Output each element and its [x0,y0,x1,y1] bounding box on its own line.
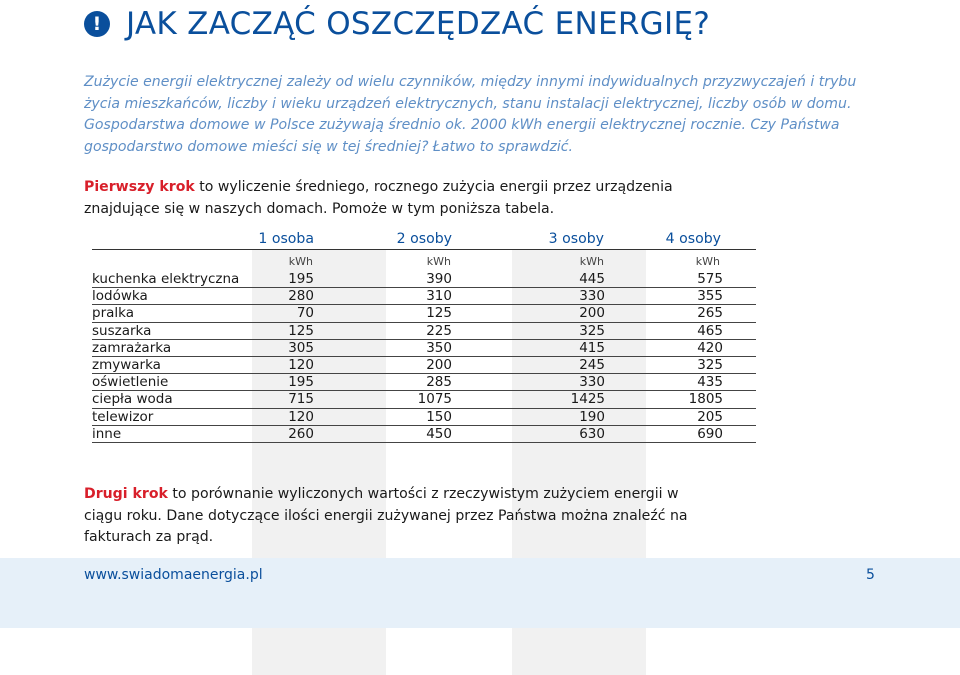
table-cell: 420 [697,339,723,356]
table-cell: 225 [426,322,452,339]
table-cell: 150 [426,408,452,425]
step1-highlight: Pierwszy krok [84,179,195,195]
table-cell: 465 [697,322,723,339]
table-row [92,391,756,408]
row-label: zmywarka [92,356,161,373]
step2-text: to porównanie wyliczonych wartości z rzeczywistym zużyciem energii w ciągu roku. Dane dotyczące ilości energii zużywanej przez Państwa można znaleźć na fakturach za prąd. [84,486,688,545]
unit-label: kWh [695,255,720,268]
step1-paragraph [84,177,724,220]
table-body [92,271,756,443]
step1-text: to wyliczenie średniego, rocznego zużycia energii przez urządzenia znajdujące się w naszych domach. Pomoże w tym poniższa tabela. [84,179,673,217]
table-row [92,426,756,443]
table-cell: 330 [579,288,605,305]
row-label: inne [92,425,122,442]
table-cell: 70 [296,305,314,322]
table-cell: 415 [579,339,605,356]
exclamation-icon: ! [84,11,110,37]
website-link[interactable]: www.swiadomaenergia.pl [84,567,263,583]
row-label: pralka [92,305,134,322]
column-header: 2 osoby [396,231,452,247]
table-cell: 1805 [688,391,723,408]
intro-paragraph: Zużycie energii elektrycznej zależy od wielu czynników, między innymi indywidualnych przyzwyczajeń i trybu życia mieszkańców, liczby i wieku urządzeń elektrycznych, stanu instalacji elektrycznej, liczby osób w domu. Gospodarstwa domowe w Polsce zużywają średnio ok. 2000 kWh energii elektrycznej rocznie. Czy Państwa gospodarstwo domowe mieści się w tej średniej? Łatwo to sprawdzić. [84,74,857,155]
step2-highlight: Drugi krok [84,486,168,502]
unit-label: kWh [579,255,604,268]
row-label: kuchenka elektryczna [92,271,240,287]
table-cell: 325 [697,356,723,373]
column-header: 3 osoby [548,231,604,247]
table-cell: 120 [288,408,314,425]
table-cell: 265 [697,305,723,322]
table-row [92,323,756,340]
header-divider [92,249,756,250]
table-cell: 200 [426,356,452,373]
row-label: oświetlenie [92,374,169,391]
table-cell: 1075 [417,391,452,408]
unit-label: kWh [426,255,451,268]
table-cell: 310 [426,288,452,305]
table-cell: 125 [288,322,314,339]
table-cell: 190 [579,408,605,425]
table-cell: 260 [288,425,314,442]
table-cell: 575 [697,271,723,287]
table-cell: 355 [697,288,723,305]
column-header: 4 osoby [665,231,721,247]
table-cell: 305 [288,339,314,356]
unit-row [92,255,756,271]
footer [0,558,960,628]
table-cell: 195 [288,271,314,287]
table-row [92,288,756,305]
table-row [92,357,756,374]
table-cell: 390 [426,271,452,287]
row-label: ciepła woda [92,391,173,408]
table-cell: 350 [426,339,452,356]
column-header: 1 osoba [258,231,314,247]
table-cell: 245 [579,356,605,373]
table-row [92,409,756,426]
table-cell: 325 [579,322,605,339]
table-cell: 195 [288,374,314,391]
table-cell: 125 [426,305,452,322]
step2-paragraph [84,484,704,549]
table-row [92,340,756,357]
row-label: lodówka [92,288,148,305]
row-label: zamrażarka [92,339,172,356]
table-header [92,229,756,249]
row-label: suszarka [92,322,152,339]
table-row [92,374,756,391]
table-cell: 205 [697,408,723,425]
table-cell: 1425 [570,391,605,408]
table-row [92,271,756,288]
title-row [84,4,710,44]
table-row [92,305,756,322]
table-cell: 280 [288,288,314,305]
table-cell: 715 [288,391,314,408]
table-cell: 200 [579,305,605,322]
table-cell: 690 [697,425,723,442]
table-cell: 630 [579,425,605,442]
page-title: JAK ZACZĄĆ OSZCZĘDZAĆ ENERGIĘ? [126,6,711,42]
table-cell: 120 [288,356,314,373]
table-cell: 445 [579,271,605,287]
table-cell: 285 [426,374,452,391]
table-cell: 450 [426,425,452,442]
unit-label: kWh [288,255,313,268]
table-cell: 435 [697,374,723,391]
row-label: telewizor [92,408,154,425]
page-number: 5 [866,567,875,583]
table-cell: 330 [579,374,605,391]
